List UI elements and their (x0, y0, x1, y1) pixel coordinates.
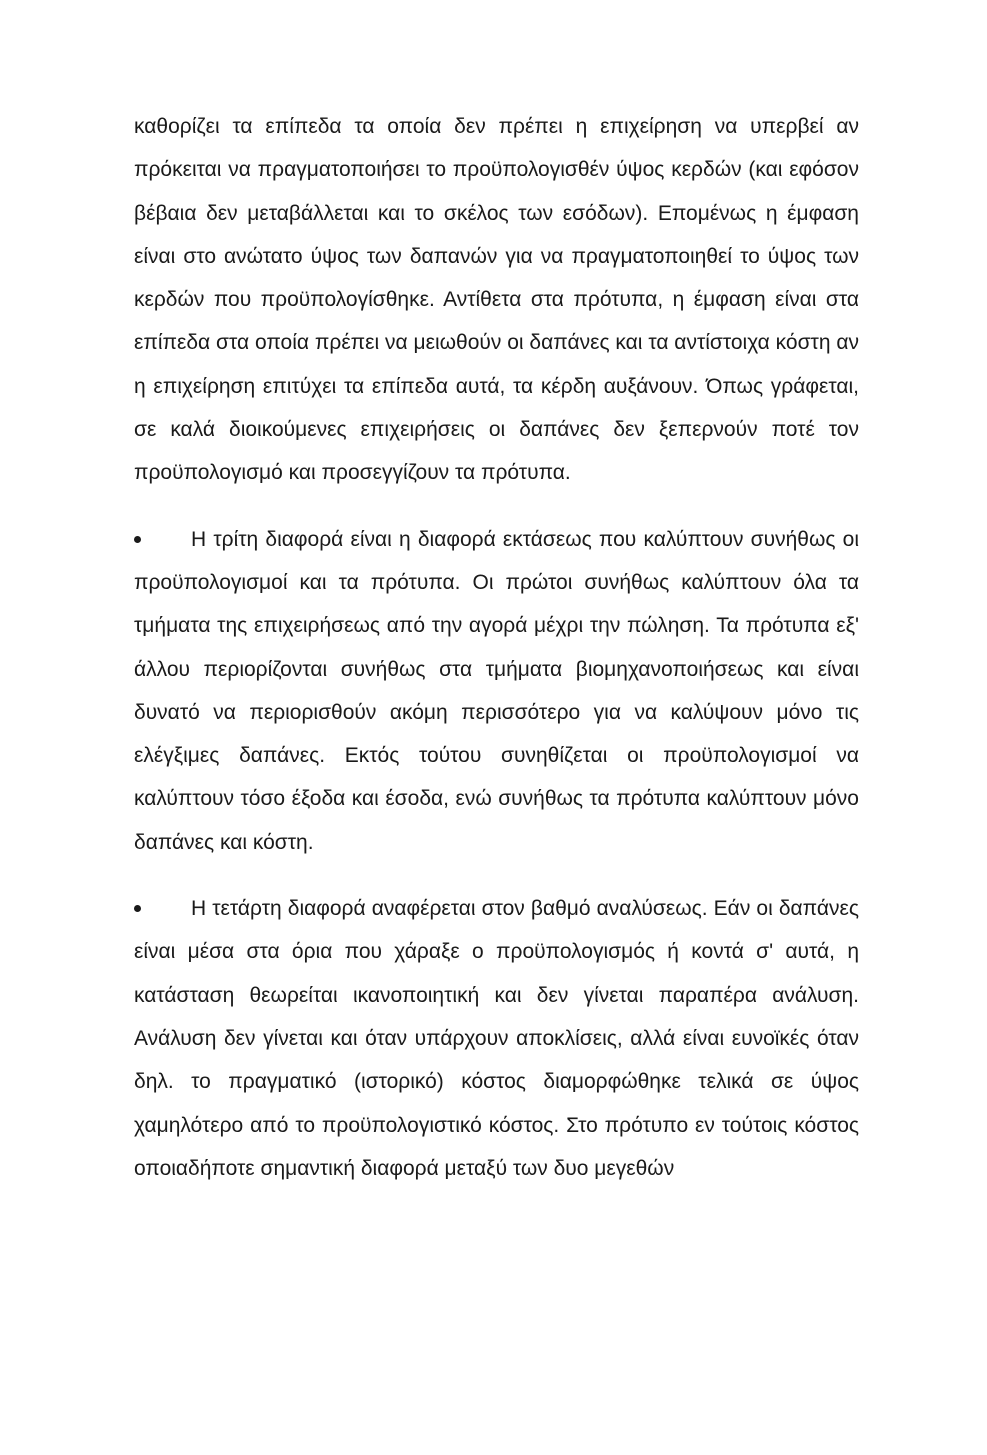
bullet-paragraph (134, 518, 859, 864)
paragraph-text: καθορίζει τα επίπεδα τα οποία δεν πρέπει η επιχείρηση να υπερβεί αν πρόκειται να πραγματοποιήσει το προϋπολογισθέν ύψος κερδών (και εφόσον βέβαια δεν μεταβάλλεται και το σκέλος των εσόδων). Επομένως η έμφαση είναι στο ανώτατο ύψος των δαπανών για να πραγματοποιηθεί το ύψος των κερδών που προϋπολογίσθηκε. Αντίθετα στα πρότυπα, η έμφαση είναι στα επίπεδα στα οποία πρέπει να μειωθούν οι δαπάνες και τα αντίστοιχα κόστη αν η επιχείρηση επιτύχει τα επίπεδα αυτά, τα κέρδη αυξάνουν. Όπως γράφεται, σε καλά διοικούμενες επιχειρήσεις οι δαπάνες δεν ξεπερνούν ποτέ τον προϋπολογισμό και προσεγγίζουν τα πρότυπα. (134, 115, 859, 485)
paragraph-text: Η τρίτη διαφορά είναι η διαφορά εκτάσεως που καλύπτουν συνήθως οι προϋπολογισμοί και τα πρότυπα. Οι πρώτοι συνήθως καλύπτουν όλα τα τμήματα της επιχειρήσεως από την αγορά μέχρι την πώληση. Τα πρότυπα εξ' άλλου περιορίζονται συνήθως στα τμήματα βιομηχανοποιήσεως και είναι δυνατό να περιορισθούν ακόμη περισσότερο για να καλύψουν μόνο τις ελέγξιμες δαπάνες. Εκτός τούτου συνηθίζεται οι προϋπολογισμοί να καλύπτουν τόσο έξοδα και έσοδα, ενώ συνήθως τα πρότυπα καλύπτουν μόνο δαπάνες και κόστη. (134, 527, 859, 854)
paragraph-gap (134, 495, 859, 518)
paragraph-text: Η τετάρτη διαφορά αναφέρεται στον βαθμό αναλύσεως. Εάν οι δαπάνες είναι μέσα στα όρια που χάραξε ο προϋπολογισμός ή κοντά σ' αυτά, η κατάσταση θεωρείται ικανοποιητική και δεν γίνεται παραπέρα ανάλυση. Ανάλυση δεν γίνεται και όταν υπάρχουν αποκλίσεις, αλλά είναι ευνοϊκές όταν δηλ. το πραγματικό (ιστορικό) κόστος διαμορφώθηκε τελικά σε ύψος χαμηλότερο από το προϋπολογιστικό κόστος. Στο πρότυπο εν τούτοις κόστος οποιαδήποτε σημαντική διαφορά μεταξύ των δυο μεγεθών (134, 897, 859, 1180)
bullet-icon (134, 536, 141, 543)
bullet-icon (134, 905, 141, 912)
paragraph (134, 105, 859, 495)
paragraph-gap (134, 864, 859, 887)
bullet-paragraph (134, 887, 859, 1190)
body-text (134, 105, 859, 1190)
